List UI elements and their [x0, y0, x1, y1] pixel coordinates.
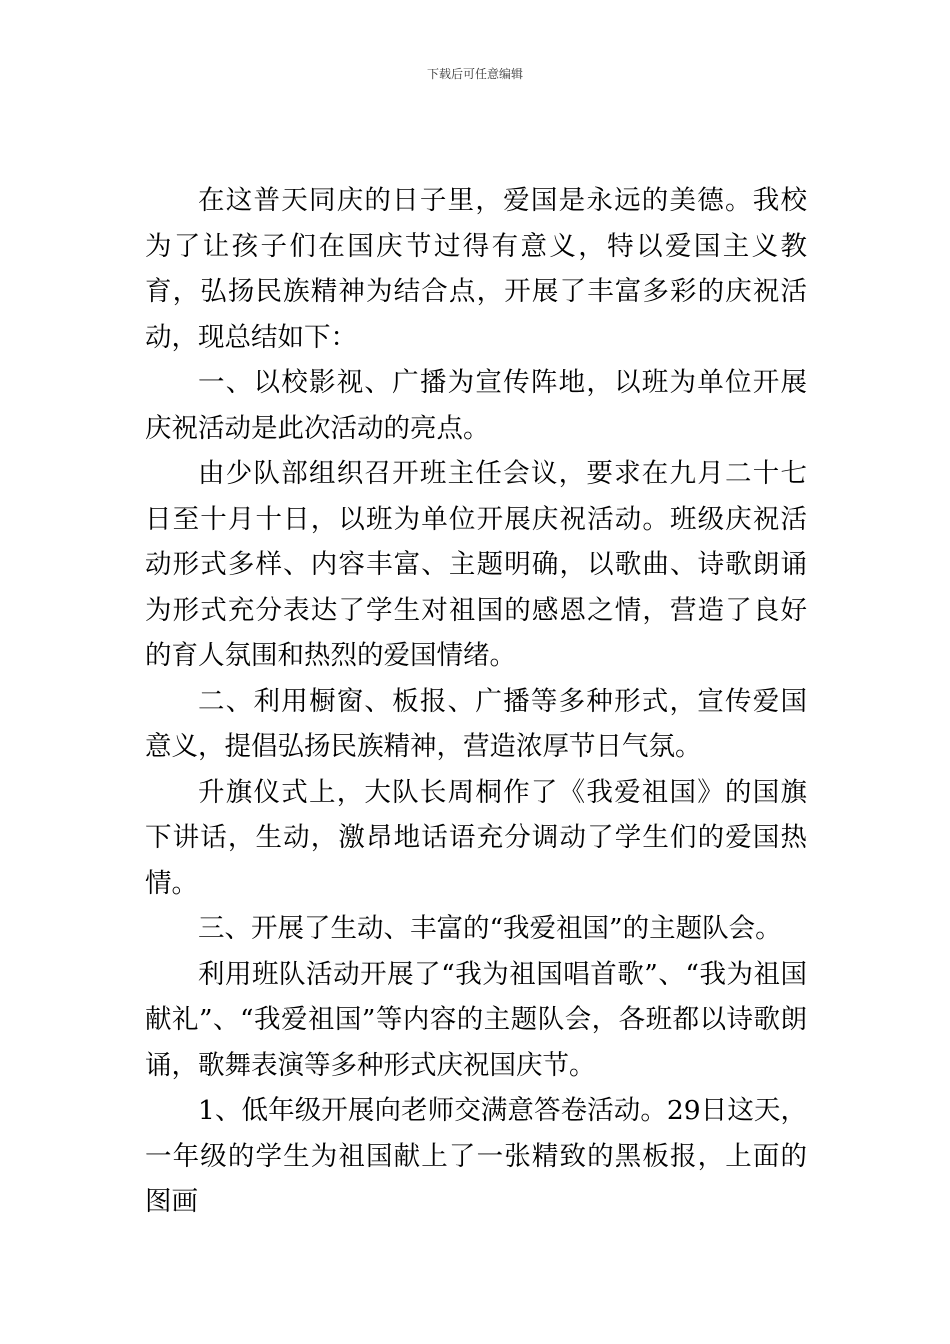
document-body: [145, 178, 807, 1225]
page-header-note: 下载后可任意编辑: [426, 67, 523, 81]
paragraph-section-3-body: 利用班队活动开展了“我为祖国唱首歌”、“我为祖国献礼”、“我爱祖国”等内容的主题队会，各班都以诗歌朗诵，歌舞表演等多种形式庆祝国庆节。: [145, 958, 807, 1081]
paragraph-section-2-heading: 二、利用橱窗、板报、广播等多种形式，宣传爱国意义，提倡弘扬民族精神，营造浓厚节日气氛。: [145, 685, 807, 762]
paragraph-section-1-heading: 一、以校影视、广播为宣传阵地，以班为单位开展庆祝活动是此次活动的亮点。: [145, 367, 807, 444]
paragraph-item-1: 1、低年级开展向老师交满意答卷活动。29日这天，一年级的学生为祖国献上了一张精致的黑板报，上面的图画: [145, 1095, 807, 1217]
paragraph-section-3-heading: 三、开展了生动、丰富的“我爱祖国”的主题队会。: [198, 913, 782, 944]
paragraph-section-1-body: 由少队部组织召开班主任会议，要求在九月二十七日至十月十日，以班为单位开展庆祝活动。班级庆祝活动形式多样、内容丰富、主题明确，以歌曲、诗歌朗诵为形式充分表达了学生对祖国的感恩之情，营造了良好的育人氛围和热烈的爱国情绪。: [145, 458, 807, 671]
paragraph-intro: 在这普天同庆的日子里，爱国是永远的美德。我校为了让孩子们在国庆节过得有意义，特以爱国主义教育，弘扬民族精神为结合点，开展了丰富多彩的庆祝活动，现总结如下：: [145, 185, 807, 353]
paragraph-section-2-body: 升旗仪式上，大队长周桐作了《我爱祖国》的国旗下讲话，生动，激昂地话语充分调动了学生们的爱国热情。: [145, 776, 807, 899]
